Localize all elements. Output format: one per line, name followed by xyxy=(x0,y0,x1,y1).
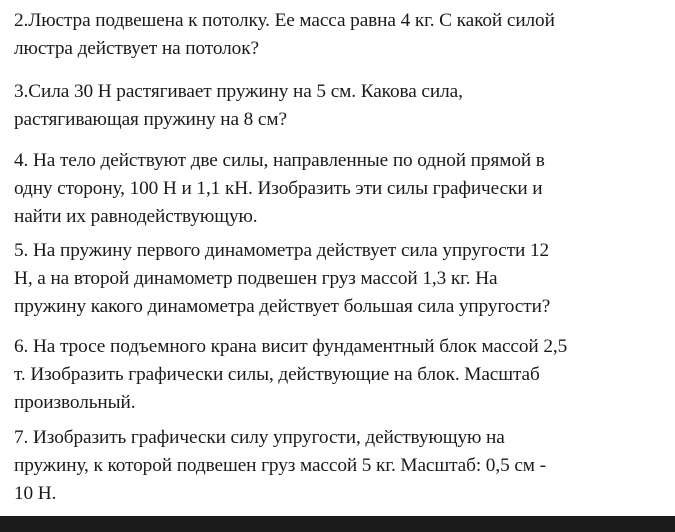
problem-3-line-1: 3.Сила 30 Н растягивает пружину на 5 см. Какова сила, xyxy=(14,81,463,102)
problem-6-line-2: т. Изобразить графически силы, действующие на блок. Масштаб xyxy=(14,364,540,385)
problem-4-line-2: одну сторону, 100 Н и 1,1 кН. Изобразить эти силы графически и xyxy=(14,178,543,199)
problem-4-line-3: найти их равнодействующую. xyxy=(14,206,258,227)
problem-4 xyxy=(14,147,674,231)
bottom-bar xyxy=(0,516,675,532)
problem-7 xyxy=(14,424,674,508)
problem-7-line-2: пружину, к которой подвешен груз массой 5 кг. Масштаб: 0,5 см - xyxy=(14,455,546,476)
problem-5-line-1: 5. На пружину первого динамометра действует сила упругости 12 xyxy=(14,240,550,261)
problem-5-line-3: пружину какого динамометра действует большая сила упругости? xyxy=(14,296,551,317)
problem-3-line-2: растягивающая пружину на 8 см? xyxy=(14,109,287,130)
problem-4-line-1: 4. На тело действуют две силы, направленные по одной прямой в xyxy=(14,150,545,171)
problem-2 xyxy=(14,7,674,63)
problem-5 xyxy=(14,237,674,321)
problem-6-line-3: произвольный. xyxy=(14,392,136,413)
problem-3 xyxy=(14,78,674,134)
problem-5-line-2: Н, а на второй динамометр подвешен груз массой 1,3 кг. На xyxy=(14,268,498,289)
problem-2-line-2: люстра действует на потолок? xyxy=(14,38,259,59)
problem-7-line-3: 10 Н. xyxy=(14,483,57,504)
problem-2-line-1: 2.Люстра подвешена к потолку. Ее масса равна 4 кг. С какой силой xyxy=(14,10,555,31)
problem-6 xyxy=(14,333,674,417)
problem-6-line-1: 6. На тросе подъемного крана висит фундаментный блок массой 2,5 xyxy=(14,336,568,357)
problem-7-line-1: 7. Изобразить графически силу упругости, действующую на xyxy=(14,427,505,448)
